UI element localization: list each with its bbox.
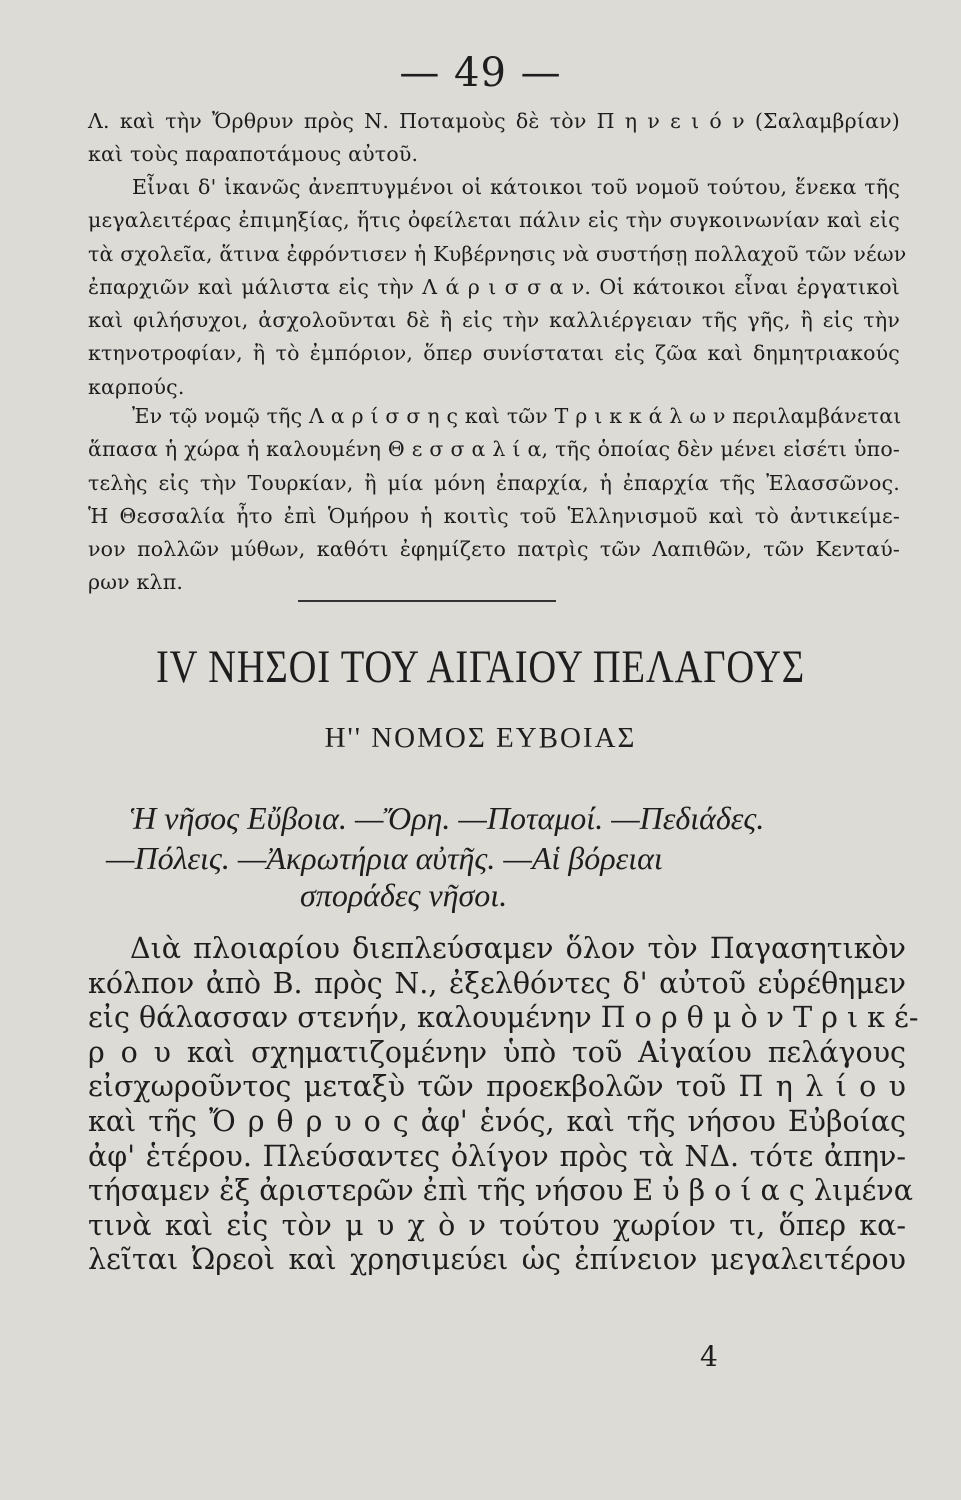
paragraph-continuation [88, 105, 900, 172]
text-line: καὶ τοὺς παραποτάμους αὐτοῦ. [88, 142, 419, 167]
text-line: Ἐν τῷ νομῷ τῆς Λ α ρ ί σ σ η ς καὶ τῶν Τ ρ ι κ κ ά λ ω ν περιλαμβάνεται [132, 404, 902, 428]
paragraph-thessaly [88, 400, 900, 600]
summary-line: —Πόλεις. —Ἀκρωτήρια αὐτῆς. —Αἱ βόρειαι [106, 840, 663, 876]
text-line: καρπούς. [88, 374, 185, 399]
subsection-title: Η'' ΝΟΜΟΣ ΕΥΒΟΙΑΣ [324, 722, 637, 754]
text-line: εἰσχωροῦντος μεταξὺ τῶν προεκβολῶν τοῦ Π η λ ί ο υ [88, 1070, 906, 1104]
summary-line: Ἡ νῆσος Εὔβοια. —Ὄρη. —Ποταμοί. —Πεδιάδες. [130, 800, 765, 836]
text-line: ἅπασα ἡ χώρα ἡ καλουμένη Θ ε σ σ α λ ί α, τῆς ὁποίας δὲν μένει εἰσέτι ὑπο- [88, 437, 900, 462]
text-line: λεῖται Ὠρεοὶ καὶ χρησιμεύει ὡς ἐπίνειον μεγαλειτέρου [88, 1243, 906, 1277]
text-line: ρ ο υ καὶ σχηματιζομένην ὑπὸ τοῦ Αἰγαίου πελάγους [88, 1035, 906, 1069]
text-line: ἀφ' ἑτέρου. Πλεύσαντες ὀλίγον πρὸς τὰ ΝΔ. τότε ἀπην- [88, 1139, 906, 1173]
section-divider [298, 600, 556, 602]
text-line: Λ. καὶ τὴν Ὄρθρυν πρὸς Ν. Ποταμοὺς δὲ τὸν Π η ν ε ι ό ν (Σαλαμβρίαν) [88, 109, 900, 133]
text-line: μεγαλειτέρας ἐπιμηξίας, ἥτις ὀφείλεται πάλιν εἰς τὴν συγκοινωνίαν καὶ εἰς [88, 208, 900, 233]
text-line: καὶ φιλήσυχοι, ἀσχολοῦνται δὲ ἢ εἰς τὴν καλλιέργειαν τῆς γῆς, ἢ εἰς τὴν [88, 308, 900, 333]
text-line: νον πολλῶν μύθων, καθότι ἐφημίζετο πατρὶς τῶν Λαπιθῶν, τῶν Κενταύ- [88, 537, 900, 562]
text-line: κτηνοτροφίαν, ἢ τὸ ἐμπόριον, ὅπερ συνίσταται εἰς ζῶα καὶ δημητριακούς [88, 341, 900, 366]
text-line: κόλπον ἀπὸ Β. πρὸς Ν., ἐξελθόντες δ' αὐτοῦ εὑρέθημεν [88, 966, 906, 1000]
text-line: ἐπαρχιῶν καὶ μάλιστα εἰς τὴν Λ ά ρ ι σ σ α ν. Οἱ κάτοικοι εἶναι ἐργατικοὶ [88, 274, 900, 299]
paragraph-voyage [88, 932, 919, 1278]
text-line: Εἶναι δ' ἱκανῶς ἀνεπτυγμένοι οἱ κάτοικοι τοῦ νομοῦ τούτου, ἕνεκα τῆς [132, 175, 900, 199]
text-line: καὶ τῆς Ὄ ρ θ ρ υ ο ς ἀφ' ἑνός, καὶ τῆς νήσου Εὐβοίας [88, 1104, 906, 1138]
text-line: τὰ σχολεῖα, ἅτινα ἐφρόντισεν ἡ Κυβέρνησις νὰ συστήσῃ πολλαχοῦ τῶν νέων [88, 241, 907, 266]
section-title: IV ΝΗΣΟΙ ΤΟΥ ΑΙΓΑΙΟΥ ΠΕΛΑΓΟΥΣ [156, 641, 805, 693]
text-line: τινὰ καὶ εἰς τὸν μ υ χ ὸ ν τούτου χωρίον τι, ὅπερ κα- [88, 1208, 906, 1242]
page-number: — 49 — [399, 50, 562, 96]
text-line: Ἡ Θεσσαλία ἦτο ἐπὶ Ὁμήρου ἡ κοιτὶς τοῦ Ἑλληνισμοῦ καὶ τὸ ἀντικείμε- [88, 503, 900, 528]
text-line: τήσαμεν ἐξ ἀριστερῶν ἐπὶ τῆς νήσου Ε ὐ β ο ί α ς λιμένα [88, 1174, 913, 1208]
signature-mark: 4 [700, 1340, 718, 1373]
text-line: τελὴς εἰς τὴν Τουρκίαν, ἢ μία μόνη ἐπαρχία, ἡ ἐπαρχία τῆς Ἐλασσῶνος. [88, 470, 900, 495]
text-line: εἰς θάλασσαν στενήν, καλουμένην Π ο ρ θ μ ὸ ν Τ ρ ι κ έ- [88, 1001, 919, 1035]
text-line: Διὰ πλοιαρίου διεπλεύσαμεν ὅλον τὸν Παγασητικὸν [130, 932, 906, 965]
text-line: ρων κλπ. [88, 570, 184, 595]
paragraph-inhabitants [88, 171, 907, 404]
summary-line: σποράδες νῆσοι. [300, 877, 508, 913]
